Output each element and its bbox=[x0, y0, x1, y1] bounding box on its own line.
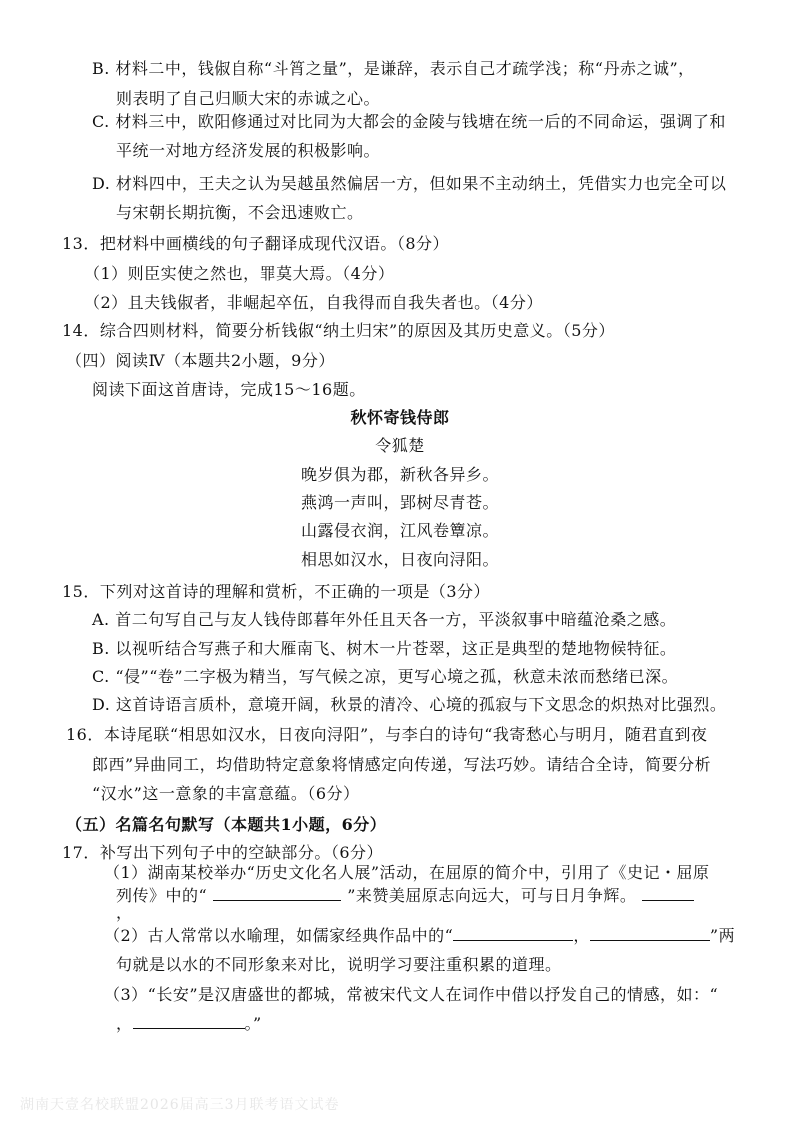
question-15-option-b: B. 以视听结合写燕子和大雁南飞、树木一片苍翠，这正是典型的楚地物候特征。 bbox=[92, 639, 677, 658]
poem-line: 相思如汉水，日夜向浔阳。 bbox=[300, 550, 499, 569]
option-b-line1: B. 材料二中，钱俶自称“斗筲之量”，是谦辞，表示自己才疏学浅；称“丹赤之诚”， bbox=[92, 59, 695, 78]
question-17-sub3-line2 bbox=[116, 1012, 262, 1035]
answer-blank[interactable] bbox=[642, 884, 694, 901]
option-c-line1: C. 材料三中，欧阳修通过对比同为大都会的金陵与钱塘在统一后的不同命运，强调了和 bbox=[92, 112, 726, 131]
question-17-sub2-line1 bbox=[104, 924, 735, 947]
question-15-option-c: C. “侵”“卷”二字极为精当，写气候之凉，更写心境之孤，秋意未浓而愁绪已深。 bbox=[92, 667, 679, 686]
question-15-stem: 15．下列对这首诗的理解和赏析，不正确的一项是（3分） bbox=[62, 582, 491, 601]
question-17-sub1-line3: ， bbox=[116, 903, 133, 922]
option-d-line2: 与宋朝长期抗衡，不会迅速败亡。 bbox=[116, 203, 364, 222]
option-b-line2: 则表明了自己归顺大宋的赤诚之心。 bbox=[116, 89, 381, 108]
question-15-option-d: D. 这首诗语言质朴，意境开阔，秋景的清冷、心境的孤寂与下文思念的炽热对比强烈。 bbox=[92, 695, 727, 714]
poem-author: 令狐楚 bbox=[375, 436, 425, 455]
question-15-option-a: A. 首二句写自己与友人钱侍郎暮年外任且天各一方，平淡叙事中暗蕴沧桑之感。 bbox=[92, 610, 677, 629]
text-segment: ， bbox=[116, 1014, 133, 1033]
question-17-sub1-line2 bbox=[116, 884, 694, 907]
poem-title: 秋怀寄钱侍郎 bbox=[350, 408, 450, 427]
answer-blank[interactable] bbox=[590, 924, 710, 941]
footer-watermark: 湖南天壹名校联盟2026届高三3月联考语文试卷 bbox=[20, 1097, 340, 1113]
poem-line: 山露侵衣润，江风卷簟凉。 bbox=[300, 521, 499, 540]
answer-blank[interactable] bbox=[213, 884, 341, 901]
poem-line: 晚岁俱为郡，新秋各异乡。 bbox=[300, 465, 499, 484]
question-16-line2: 郎西”异曲同工，均借助特定意象将情感定向传递，写法巧妙。请结合全诗，简要分析 bbox=[92, 755, 712, 774]
text-segment: ”两 bbox=[709, 926, 736, 945]
text-segment: 列传》中的“ bbox=[116, 886, 208, 905]
question-17-sub2-line2: 句就是以水的不同形象来对比，说明学习要注重积累的道理。 bbox=[116, 955, 562, 974]
question-17-sub1-line1: （1）湖南某校举办“历史文化名人展”活动，在屈原的简介中，引用了《史记・屈原 bbox=[104, 863, 710, 882]
question-14-stem: 14．综合四则材料，简要分析钱俶“纳土归宋”的原因及其历史意义。（5分） bbox=[62, 321, 615, 340]
option-c-line2: 平统一对地方经济发展的积极影响。 bbox=[116, 141, 381, 160]
section-4-instruction: 阅读下面这首唐诗，完成15～16题。 bbox=[92, 380, 366, 399]
section-5-header: （五）名篇名句默写（本题共1小题，6分） bbox=[66, 815, 387, 834]
text-segment: 。” bbox=[244, 1014, 262, 1033]
question-13-sub1: （1）则臣实使之然也，罪莫大焉。（4分） bbox=[84, 264, 395, 283]
question-17-sub3-line1: （3）“长安”是汉唐盛世的都城，常被宋代文人在词作中借以抒发自己的情感，如：“ bbox=[104, 985, 719, 1004]
section-4-header: （四）阅读Ⅳ（本题共2小题，9分） bbox=[66, 351, 335, 370]
poem-line: 燕鸿一声叫，郢树尽青苍。 bbox=[300, 493, 499, 512]
question-17-stem: 17．补写出下列句子中的空缺部分。（6分） bbox=[62, 843, 384, 862]
answer-blank[interactable] bbox=[453, 924, 573, 941]
option-d-line1: D. 材料四中，王夫之认为吴越虽然偏居一方，但如果不主动纳土，凭借实力也完全可以 bbox=[92, 174, 727, 193]
question-13-stem: 13．把材料中画横线的句子翻译成现代汉语。（8分） bbox=[62, 234, 450, 253]
text-segment: （2）古人常常以水喻理，如儒家经典作品中的“ bbox=[104, 926, 454, 945]
question-16-line3: “汉水”这一意象的丰富意蕴。（6分） bbox=[92, 784, 360, 803]
answer-blank[interactable] bbox=[133, 1012, 245, 1029]
text-segment: ， bbox=[573, 926, 590, 945]
question-13-sub2: （2）且夫钱俶者，非崛起卒伍，自我得而自我失者也。（4分） bbox=[84, 293, 543, 312]
text-segment: ”来赞美屈原志向远大，可与日月争辉。 bbox=[347, 886, 637, 905]
question-16-line1: 16．本诗尾联“相思如汉水，日夜向浔阳”，与李白的诗句“我寄愁心与明月，随君直到夜 bbox=[66, 725, 708, 744]
